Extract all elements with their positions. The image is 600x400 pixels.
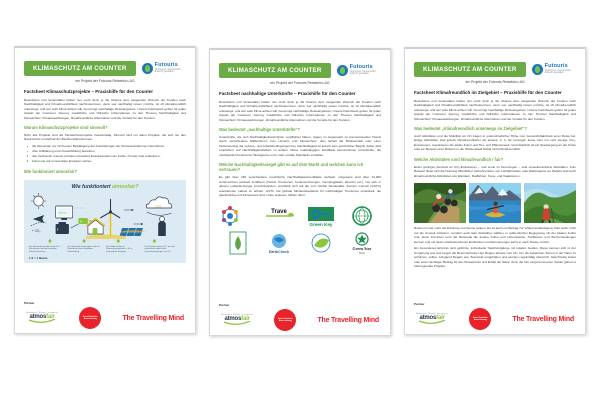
klimaschutz-badge: KLIMASCHUTZ AM COUNTER bbox=[414, 62, 526, 77]
award-seal-text: Deine Reisebüro Auszeichnung bbox=[472, 316, 488, 321]
page-2-heading-a: Was bedeutet „nachhaltige Unterkünfte“? bbox=[219, 127, 301, 133]
infographic-caption: Die Gelder fließen in Klimaschutzprojekte, z. B. in erneuerbare Energien. bbox=[106, 245, 133, 254]
page-1-heading-a: Warum Klimaschutzprojekte sind sinnvoll? bbox=[24, 125, 108, 131]
atmosfair-wordmark: atmosfair bbox=[29, 314, 55, 321]
page-1-intro: Reisebüros und Veranstalter haben nun mehr denn je die Chance dem steigenden Wunsch der Kunden nach Nachhaltigkeit und Klimafreundlichkeit nachzukommen, denn wer nachhaltig reisen möchte, ist oft klimafreundlich unterwegs, und wer aufs Klima achten will, bevorzugt nachhaltige Reiseangebote. Unsere Factsheets geben für jeden Aspekt der Customer Journey zusätzliche und hilfreiche Informationen zu den Themen Nachhaltigkeit und Klimaschutz: Klimaauswirkungen, klimafreundliche Alternativen und die Vorteile für den Kunden. bbox=[24, 97, 186, 120]
klimaschutz-badge: KLIMASCHUTZ AM COUNTER bbox=[219, 63, 331, 78]
award-seal-badge bbox=[79, 307, 101, 329]
photo-kayaker bbox=[469, 183, 521, 223]
page-1-bullet-list bbox=[24, 144, 186, 164]
list-item: indem sie auf erneuerbare Energien setzen. bbox=[29, 159, 186, 163]
infographic-illustration bbox=[29, 192, 181, 244]
page-3-para-d: Ein besonderes Erlebnis sind geführte, individuelle Stadtrundgänge mit lokalen Guides. Diese kennen sich in der Umgebung aus und zeigen die Besonderheiten der Region abseits vom Ort. Um die bekannten Touren in der Natur zu schützen, sollten zwingend Regeln aus Teamclub eingehalten und werden regelmäßig überprüft. Gleichzeitig leistet man einen wichtigen Beitrag für den Klimaschutz und Erhalt der Natur, denn die hier eingenommenen Gelder gehen in überregionale Projekte. bbox=[414, 246, 576, 269]
svg-text:atmos: atmos bbox=[58, 210, 67, 215]
futouris-brand-name: Futouris bbox=[544, 63, 568, 70]
activity-photo-strip bbox=[414, 183, 576, 223]
atmosfair-claim: Klimaschutz. Wirksam. Transparent. bbox=[416, 312, 449, 315]
award-seal-text: Deine Reisebüro Auszeichnung bbox=[277, 317, 293, 322]
infographic-title: Wie funktioniert atmosfair? bbox=[71, 183, 139, 190]
atmosfair-swoosh-icon bbox=[419, 320, 445, 324]
infographic-caption: Der Reisende ermittelt seine CO₂-Emissionen mit dem atmosfair Emissionsrechner. bbox=[29, 245, 61, 254]
infographic-footnote: 1 € = 1 Baum bbox=[29, 255, 48, 260]
atmosfair-claim: Klimaschutz. Wirksam. Transparent. bbox=[26, 311, 59, 314]
label-logo-blaue-schwalbe bbox=[221, 231, 255, 255]
list-item: über Aufklärung und Umweltbildung betreiben, bbox=[29, 149, 186, 153]
label-logo-green-star-hotel bbox=[345, 231, 379, 255]
award-seal-text: Deine Reisebüro Auszeichnung bbox=[82, 315, 98, 320]
atmosfair-claim: Klimaschutz. Wirksam. Transparent. bbox=[221, 313, 254, 316]
svg-text:EarthCheck: EarthCheck bbox=[269, 249, 290, 254]
futouris-tagline: Tourismus. Gemeinsam. Zukunft gestalten. bbox=[349, 71, 377, 76]
page-1-subline: ein Projekt der Futouris Reisebüro-AG bbox=[75, 79, 135, 83]
page-1-footer bbox=[24, 298, 186, 329]
futouris-leaf-icon bbox=[142, 63, 153, 74]
page-1-heading-b: Wie funktioniert atmosfair? bbox=[24, 168, 77, 174]
page-3-para-a: Auch Aktivitäten und die Mobilität vor Ort tragen in unterschiedlicher Höhe zum Gesamtfußabdruck einer Reise bei. Einige Aktivitäten sind jedoch klimafreundlicher als andere, d. h. sie erzeugen keine oder nur sehr wenige CO₂-Emissionen, respektieren die lokale Kultur und Tier- und Pflanzenwelt. Grundsätzlich ist ein Spaziergang an der Küste oder ein Besuch einer Biofarm in der Wüstenstadt Dubai nicht klimafreundlich. bbox=[414, 133, 576, 152]
infographic-caption: Der Reisende leistet online oder im Reisebüro einen freiwilligen Klimabeitrag. bbox=[67, 245, 100, 254]
futouris-tagline: Tourismus. Gemeinsam. Zukunft gestalten. bbox=[154, 69, 182, 74]
label-logo-biosphere bbox=[262, 204, 296, 228]
partner-label: Partner bbox=[414, 302, 425, 306]
atmosfair-wordmark: atmosfair bbox=[224, 316, 250, 323]
futouris-logo bbox=[337, 65, 381, 76]
label-logo-green-key bbox=[304, 204, 338, 228]
page-3-footer bbox=[414, 299, 576, 330]
label-logo-earthcheck bbox=[262, 231, 296, 255]
svg-text:Green Star: Green Star bbox=[352, 245, 372, 251]
klimaschutz-badge: KLIMASCHUTZ AM COUNTER bbox=[24, 61, 136, 76]
svg-text:€: € bbox=[80, 219, 82, 224]
photo-cyclists bbox=[414, 183, 466, 223]
infographic-caption: Die Projekte sparen CO₂ ein und verbessern zugleich die Lebensbedingungen vor Ort. bbox=[144, 245, 175, 254]
page-2-heading-b: Welche Nachhaltigkeitssiegel gibt es auf dem Markt und welchen kann ich vertrauen? bbox=[219, 162, 364, 173]
atmosfair-logo bbox=[221, 315, 253, 326]
atmosfair-swoosh-icon bbox=[29, 319, 55, 323]
atmosfair-logo bbox=[416, 314, 448, 325]
page-3-heading-b: Welche Aktivitäten sind klimafreundlich / fair? bbox=[414, 156, 504, 162]
futouris-logo bbox=[532, 64, 576, 75]
photo-hiker bbox=[524, 183, 576, 223]
factsheet-page-1[interactable] bbox=[14, 46, 196, 334]
page-2-para-b: Es gibt über 250 verschiedene touristische Nachhaltigkeitszertifikate weltweit, insgesamt sind über 13.000 Unternehmen weltweit zertifiziert (Hotels, Pensionen, Ferienwohnungen, Campingplätze, Resorts etc.). Um sich in diesem Labeldschungel zurechtzufinden, empfiehlt sich auf die vom Global Sustainable Tourism Council (GSTC) anerkannten Labels zu achten. GSTC hat globale Mindeststandards für nachhaltigen Tourismus entwickelt, die glaubwürdig und transparent sind. Unter anderem zählen dazu: bbox=[219, 175, 381, 198]
partner-label: Partner bbox=[219, 303, 230, 307]
page-1-header bbox=[24, 61, 186, 76]
atmosfair-wordmark: atmosfair bbox=[419, 315, 445, 322]
page-2-title: Factsheet nachhaltige Unterkünfte – Praxishilfe für den Counter bbox=[219, 91, 356, 96]
page-2-intro: Reisebüros und Veranstalter haben nun mehr denn je die Chance dem steigenden Wunsch der Kunden nach Nachhaltigkeit und Klimafreundlichkeit nachzukommen, denn wer nachhaltig reisen möchte, ist oft klimafreundlich unterwegs, und wer aufs Klima achten will, bevorzugt nachhaltige Reiseangebote. Unsere Factsheets geben für jeden Aspekt der Customer Journey zusätzliche und hilfreiche Informationen zu den Themen Nachhaltigkeit und Klimaschutz: Klimaauswirkungen, klimafreundliche Alternativen und die Vorteile für den Kunden. bbox=[219, 99, 381, 122]
svg-text:Trave: Trave bbox=[271, 208, 288, 215]
label-logo-green-tourism bbox=[304, 231, 338, 255]
travelling-mind-logo: The Travelling Mind bbox=[317, 316, 379, 324]
award-seal-badge bbox=[274, 309, 296, 331]
page-3-title: Factsheet Klimafreundlich im Zielgebiet – Praxishilfe für den Counter bbox=[414, 90, 562, 95]
futouris-leaf-icon bbox=[532, 64, 543, 75]
page-2-subline: ein Projekt der Futouris Reisebüro-AG bbox=[270, 81, 330, 85]
page-1-para-a: Nicht alle Projekte sind als Klimaschutzprojekte zweckmäßig. Sinnvoll sind vor allem Projekte, die sich um den Naturschutz und Erhalt der Biodiversität kümmern. bbox=[24, 132, 186, 142]
page-2-footer bbox=[219, 300, 381, 331]
svg-text:Hotel: Hotel bbox=[358, 251, 365, 255]
label-logo-travelife bbox=[221, 204, 255, 228]
futouris-brand-name: Futouris bbox=[154, 62, 178, 69]
infographic-captions bbox=[29, 246, 181, 254]
page-1-title: Factsheet Klimaschutzprojekte – Praxishilfe für den Counter bbox=[24, 89, 154, 94]
svg-text:- CO₂: - CO₂ bbox=[154, 204, 162, 209]
travelling-mind-logo: The Travelling Mind bbox=[512, 315, 574, 323]
futouris-tagline: Tourismus. Gemeinsam. Zukunft gestalten. bbox=[544, 70, 572, 75]
list-item: den Verbrauch unserer primären (fossilen) Energiequellen wie Kohle, Öl oder Gas reduzieren, bbox=[29, 154, 186, 158]
futouris-logo bbox=[142, 63, 186, 74]
svg-text:€: € bbox=[57, 228, 59, 232]
award-seal-badge bbox=[469, 308, 491, 330]
atmosfair-logo bbox=[26, 313, 58, 324]
page-3-para-b: Einen geringen Ausstoß an CO₂-Emissionen – und somit zu bevorzugen – sind umweltorientierte Aktivitäten. Zum Beispiel bietet sich die Nutzung öffentlicher Verkehrsmittel, von Leihfahrrädern oder Elektroautos an. Beliebt sind auch klimafreundliche Aktivitäten wie Wandern, Radfahren, Kanu- und Kajaktouren. bbox=[414, 164, 576, 178]
factsheet-page-2[interactable] bbox=[209, 48, 391, 336]
certification-logo-grid bbox=[219, 204, 381, 255]
travelling-mind-logo: The Travelling Mind bbox=[122, 314, 184, 322]
label-logo-green-globe bbox=[345, 204, 379, 228]
futouris-leaf-icon bbox=[337, 65, 348, 76]
page-3-header bbox=[414, 62, 576, 77]
page-3-intro: Reisebüros und Veranstalter haben nun mehr denn je die Chance dem steigenden Wunsch der Kunden nach Nachhaltigkeit und Klimafreundlichkeit nachzukommen, denn wer nachhaltig reisen möchte, ist oft klimafreundlich unterwegs, und wer aufs Klima achten will, bevorzugt nachhaltige Reiseangebote. Unsere Factsheets geben für jeden Aspekt der Customer Journey zusätzliche und hilfreiche Informationen zu den Themen Nachhaltigkeit und Klimaschutz: Klimaauswirkungen, klimafreundliche Alternativen und die Vorteile für den Kunden. bbox=[414, 98, 576, 121]
futouris-brand-name: Futouris bbox=[349, 64, 373, 71]
factsheet-page-3[interactable] bbox=[404, 47, 586, 335]
list-item: die Menschen vor Ort bei der Bewältigung der Auswirkungen der Klimaveränderung unterstützen, bbox=[29, 144, 186, 148]
page-3-para-c: Reisen ist viel mehr als Erholung und Sonne tanken. Es ist auch ein Beitrag zur Völkerverständigung. Das heißt, nicht nur die Umwelt schützen, sondern auch faire Aktivitäten wählen, in authentischer Begegnung mit der lokalen Kultur und, desto intensiver lernt der Reisende die andere Kultur und Lebensweise, Traditionen und Wertvorstellungen kennen und mit desto erlebnisreicheren Eindrücken und Erinnerungen kehrt er nach Hause zurück. bbox=[414, 226, 576, 244]
page-2-header bbox=[219, 63, 381, 78]
atmosfair-infographic bbox=[24, 180, 186, 263]
partner-label: Partner bbox=[24, 301, 35, 305]
page-3-heading-a: Was bedeutet „Klimafreundlich unterwegs im Zielgebiet“? bbox=[414, 126, 527, 132]
page-3-subline: ein Projekt der Futouris Reisebüro-AG bbox=[465, 80, 525, 84]
atmosfair-swoosh-icon bbox=[224, 321, 250, 325]
page-2-para-a: Unterkünfte, die sich Nachhaltigkeitsprinzipien verpflichtet haben, tragen im Gegensatz zu konventionellen Hotels durch verschiedene Maßnahmen zum Umwelt- und Klimaschutz, dem Erhalt der Biodiversität oder einer Verbesserung der Lebens- und Arbeitsbedingungen bei. Nachhaltigkeit ist jedoch kein geschützter Begriff, daher wird empfohlen, auf Nachhaltigkeitslabels zu achten. Diese unabhängigen Zertifikate kennzeichnen Unterkünfte, die nachweislich bestimmte Ökologische und / oder soziale Standards einhalten. bbox=[219, 134, 381, 157]
svg-text:+ CO₂: + CO₂ bbox=[31, 228, 41, 233]
svg-text:Green Key: Green Key bbox=[309, 221, 333, 227]
